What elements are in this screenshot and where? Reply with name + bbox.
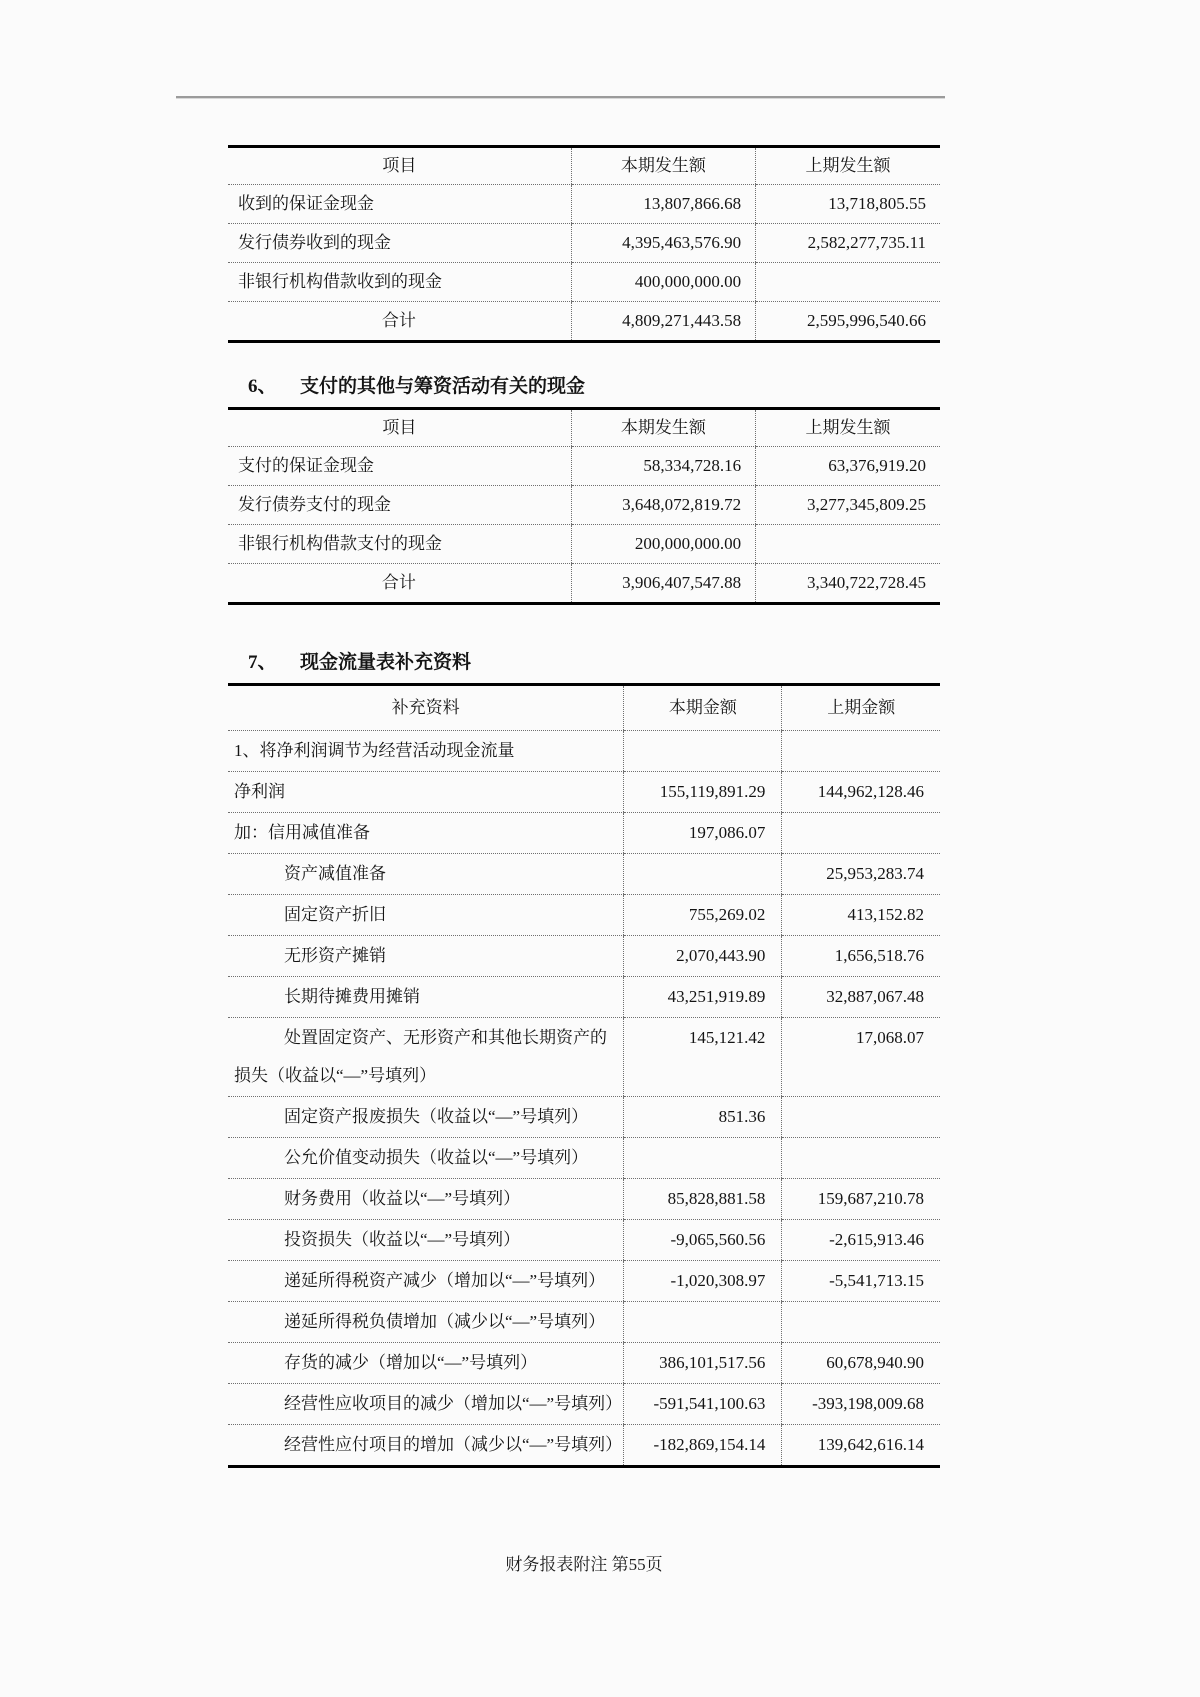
- row-label: 长期待摊费用摊销: [228, 977, 624, 1018]
- table-header-row: [228, 685, 940, 731]
- row-current-value: -591,541,100.63: [624, 1384, 782, 1425]
- column-header-item: 项目: [228, 409, 571, 447]
- section7-heading: [228, 649, 940, 677]
- row-label: 投资损失（收益以“—”号填列）: [228, 1220, 624, 1261]
- row-prior-value: -393,198,009.68: [782, 1384, 940, 1425]
- row-current-value: 200,000,000.00: [571, 525, 755, 564]
- table-row: [228, 895, 940, 936]
- table-row: [228, 1302, 940, 1343]
- row-prior-value: 144,962,128.46: [782, 772, 940, 813]
- row-label: 存货的减少（增加以“—”号填列）: [228, 1343, 624, 1384]
- table-row: [228, 1425, 940, 1467]
- row-label: 资产减值准备: [228, 854, 624, 895]
- row-label: 收到的保证金现金: [228, 185, 571, 224]
- row-current-value: 155,119,891.29: [624, 772, 782, 813]
- row-prior-value: [782, 731, 940, 772]
- row-current-value: 4,395,463,576.90: [571, 224, 755, 263]
- row-label: 递延所得税负债增加（减少以“—”号填列）: [228, 1302, 624, 1343]
- row-prior-value: 159,687,210.78: [782, 1179, 940, 1220]
- table-row: [228, 447, 940, 486]
- page-footer: 财务报表附注 第55页: [505, 1555, 663, 1574]
- row-current-value: 197,086.07: [624, 813, 782, 854]
- table-header-row: [228, 147, 940, 185]
- table-row: [228, 854, 940, 895]
- table-row: [228, 1179, 940, 1220]
- row-label: 非银行机构借款收到的现金: [228, 263, 571, 302]
- row-label: 净利润: [228, 772, 624, 813]
- table-row: [228, 1220, 940, 1261]
- section6-heading: [228, 373, 940, 401]
- column-header-supplement: 补充资料: [228, 685, 624, 731]
- row-label: 公允价值变动损失（收益以“—”号填列）: [228, 1138, 624, 1179]
- row-prior-value: [782, 1138, 940, 1179]
- column-header-prior-period: 上期发生额: [756, 147, 940, 185]
- row-prior-value: [782, 1097, 940, 1138]
- row-label: 财务费用（收益以“—”号填列）: [228, 1179, 624, 1220]
- row-label: 发行债券支付的现金: [228, 486, 571, 525]
- column-header-current-period: 本期发生额: [571, 147, 755, 185]
- table-row: [228, 731, 940, 772]
- row-prior-value: 1,656,518.76: [782, 936, 940, 977]
- row-current-value: 755,269.02: [624, 895, 782, 936]
- row-prior-value: 63,376,919.20: [756, 447, 940, 486]
- row-current-value: 43,251,919.89: [624, 977, 782, 1018]
- row-label: 加：信用减值准备: [228, 813, 624, 854]
- table-row: [228, 1097, 940, 1138]
- table-row: [228, 1138, 940, 1179]
- row-label: 处置固定资产、无形资产和其他长期资产的损失（收益以“—”号填列）: [228, 1018, 624, 1097]
- row-prior-value: 413,152.82: [782, 895, 940, 936]
- table-total-row: [228, 302, 940, 342]
- table-row: [228, 1018, 940, 1097]
- table-cash-flow-supplement: [228, 683, 940, 1468]
- row-current-value: [624, 731, 782, 772]
- section7-number: 7、: [248, 652, 277, 673]
- row-current-value: 851.36: [624, 1097, 782, 1138]
- row-label: 固定资产折旧: [228, 895, 624, 936]
- column-header-prior-period: 上期发生额: [756, 409, 940, 447]
- row-prior-value: [782, 1302, 940, 1343]
- column-header-prior-amount: 上期金额: [782, 685, 940, 731]
- section6-title: 支付的其他与筹资活动有关的现金: [300, 376, 586, 397]
- row-prior-value: -5,541,713.15: [782, 1261, 940, 1302]
- table-financing-cash-received: [228, 145, 940, 343]
- row-current-value: -182,869,154.14: [624, 1425, 782, 1467]
- row-current-value: 58,334,728.16: [571, 447, 755, 486]
- column-header-item: 项目: [228, 147, 571, 185]
- row-current-value: 386,101,517.56: [624, 1343, 782, 1384]
- table-header-row: [228, 409, 940, 447]
- row-label: 非银行机构借款支付的现金: [228, 525, 571, 564]
- row-label: 合计: [381, 311, 416, 330]
- row-prior-value: 25,953,283.74: [782, 854, 940, 895]
- row-current-value: [624, 1138, 782, 1179]
- column-header-current-amount: 本期金额: [624, 685, 782, 731]
- table-row: [228, 185, 940, 224]
- section7-title: 现金流量表补充资料: [300, 652, 472, 673]
- table-row: [228, 1384, 940, 1425]
- table-total-row: [228, 564, 940, 604]
- row-label: 支付的保证金现金: [228, 447, 571, 486]
- row-prior-value: 2,595,996,540.66: [756, 302, 940, 342]
- table-row: [228, 977, 940, 1018]
- table-row: [228, 486, 940, 525]
- row-label: 经营性应付项目的增加（减少以“—”号填列）: [284, 1435, 623, 1454]
- row-prior-value: 17,068.07: [782, 1018, 940, 1097]
- section6-number: 6、: [248, 376, 277, 397]
- table-row: [228, 263, 940, 302]
- column-header-current-period: 本期发生额: [571, 409, 755, 447]
- row-current-value: 13,807,866.68: [571, 185, 755, 224]
- row-prior-value: 32,887,067.48: [782, 977, 940, 1018]
- row-current-value: 2,070,443.90: [624, 936, 782, 977]
- row-prior-value: 3,340,722,728.45: [756, 564, 940, 604]
- page-header-rule: [176, 96, 945, 99]
- row-current-value: 145,121.42: [624, 1018, 782, 1097]
- row-current-value: 85,828,881.58: [624, 1179, 782, 1220]
- table-row: [228, 525, 940, 564]
- row-prior-value: [756, 525, 940, 564]
- table-row: [228, 224, 940, 263]
- row-prior-value: [782, 813, 940, 854]
- row-prior-value: 139,642,616.14: [782, 1425, 940, 1467]
- row-label: 递延所得税资产减少（增加以“—”号填列）: [228, 1261, 624, 1302]
- row-prior-value: 3,277,345,809.25: [756, 486, 940, 525]
- row-label: 固定资产报废损失（收益以“—”号填列）: [228, 1097, 624, 1138]
- table-row: [228, 936, 940, 977]
- page-content: [228, 145, 940, 1468]
- row-prior-value: 2,582,277,735.11: [756, 224, 940, 263]
- row-label: 经营性应收项目的减少（增加以“—”号填列）: [228, 1384, 624, 1425]
- row-label: 发行债券收到的现金: [228, 224, 571, 263]
- row-current-value: 4,809,271,443.58: [571, 302, 755, 342]
- table-row: [228, 1343, 940, 1384]
- row-label: 1、将净利润调节为经营活动现金流量: [228, 731, 624, 772]
- row-label: 合计: [381, 573, 416, 592]
- row-current-value: -9,065,560.56: [624, 1220, 782, 1261]
- row-current-value: 400,000,000.00: [571, 263, 755, 302]
- row-label: 无形资产摊销: [228, 936, 624, 977]
- table-row: [228, 813, 940, 854]
- row-prior-value: -2,615,913.46: [782, 1220, 940, 1261]
- row-prior-value: 60,678,940.90: [782, 1343, 940, 1384]
- table-financing-cash-paid: [228, 407, 940, 605]
- row-prior-value: 13,718,805.55: [756, 185, 940, 224]
- table-row: [228, 1261, 940, 1302]
- table-row: [228, 772, 940, 813]
- row-current-value: -1,020,308.97: [624, 1261, 782, 1302]
- row-current-value: 3,648,072,819.72: [571, 486, 755, 525]
- row-current-value: [624, 854, 782, 895]
- row-current-value: [624, 1302, 782, 1343]
- row-prior-value: [756, 263, 940, 302]
- row-current-value: 3,906,407,547.88: [571, 564, 755, 604]
